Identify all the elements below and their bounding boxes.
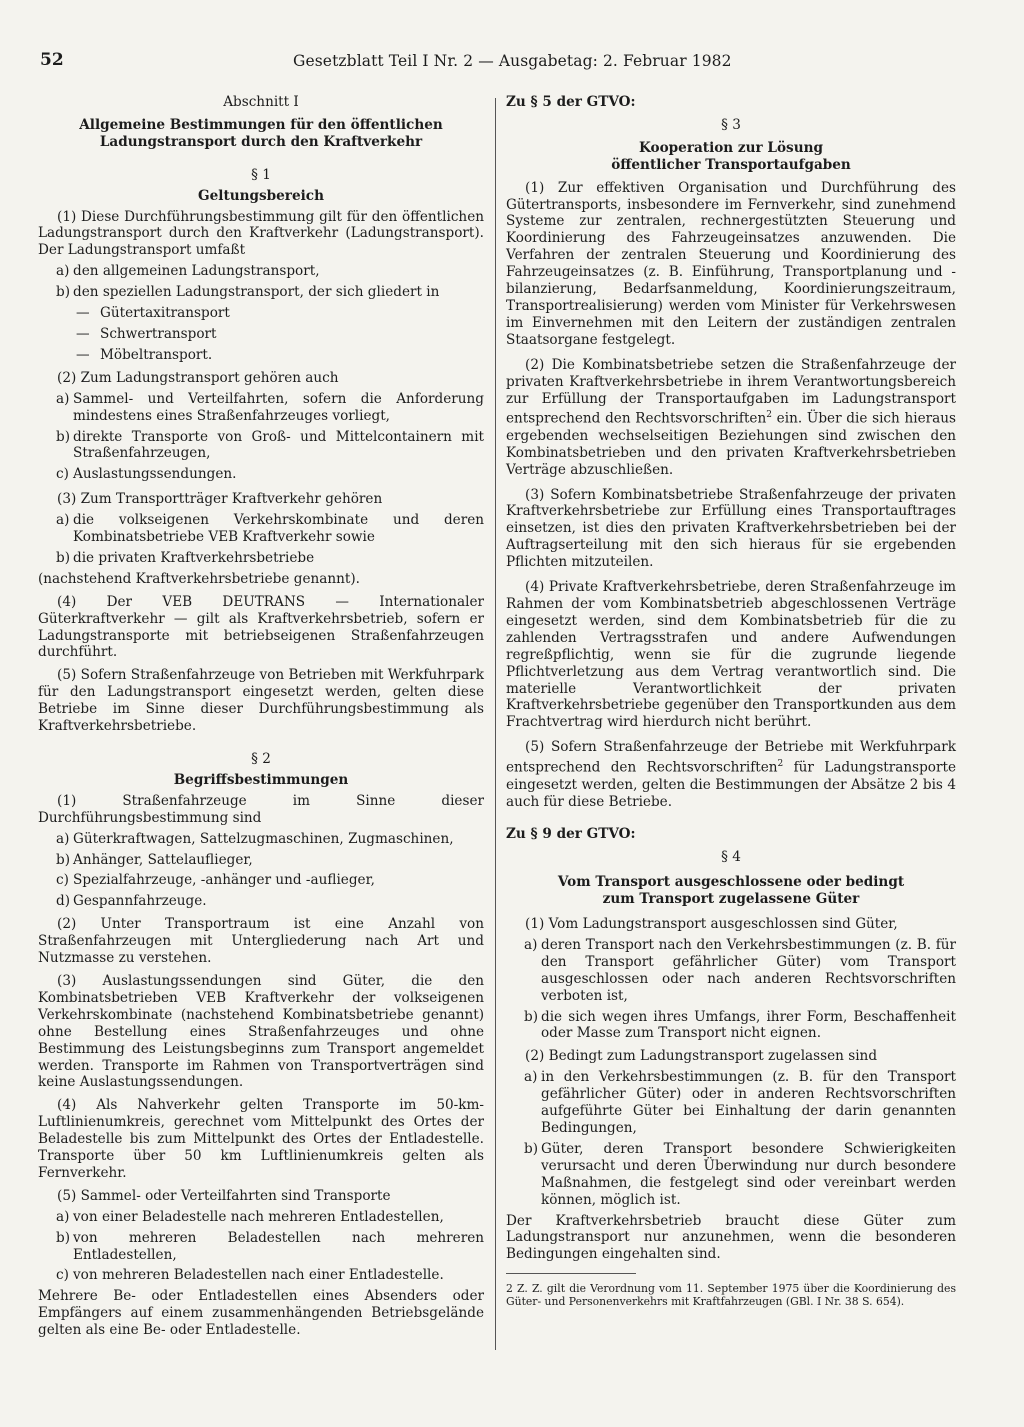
s1-subsection-3: (3) Zum Transportträger Kraftverkehr gehören bbox=[57, 491, 383, 508]
s4-closing-text: Der Kraftverkehrsbetrieb braucht diese Güter zum Ladungstransport nur anzunehmen, wenn die besonderen Bedingungen eingehalten sind. bbox=[506, 1212, 956, 1263]
list-item: a) in den Verkehrsbestimmungen (z. B. für den Transport gefährlicher Güter) oder in anderen Rechtsvorschriften aufgeführte Güter bei Einhaltung der darin genannten Bedingungen, bbox=[524, 1069, 956, 1136]
paragraph-4-title-line-1: Vom Transport ausgeschlossene oder bedingt bbox=[557, 874, 905, 891]
paragraph-4-title-line-2: zum Transport zugelassene Güter bbox=[602, 891, 860, 908]
paragraph-1-number: § 1 bbox=[251, 166, 271, 183]
paragraph-2-title: Begriffsbestimmungen bbox=[173, 771, 349, 788]
footnote-rule bbox=[506, 1273, 636, 1274]
list-item: a) die volkseigenen Verkehrskombinate und deren Kombinatsbetriebe VEB Kraftverkehr sowie bbox=[56, 512, 484, 546]
list-item: a) von einer Beladestelle nach mehreren Entladestellen, bbox=[56, 1208, 444, 1225]
list-item: b) direkte Transporte von Groß- und Mittelcontainern mit Straßenfahrzeugen, bbox=[56, 428, 484, 462]
section-label: Abschnitt I bbox=[223, 94, 299, 110]
s1-subsection-1: (1) Diese Durchführungsbestimmung gilt für den öffentlichen Ladungstransport durch den Kraftverkehr (Ladungstransport). Der Ladungstransport umfaßt bbox=[38, 208, 484, 259]
s1-subsection-2: (2) Zum Ladungstransport gehören auch bbox=[57, 369, 339, 386]
section-title-line-2: Ladungstransport durch den Kraftverkehr bbox=[99, 133, 423, 150]
paragraph-3-title-line-2: öffentlicher Transportaufgaben bbox=[611, 156, 851, 173]
s3-subsection-1: (1) Zur effektiven Organisation und Durchführung des Gütertransports, insbesondere im Fernverkehr, sind zunehmend Systeme zur zentralen, rechnergestützten Steuerung und Koordinierung des Fahrzeugeinsatzes anzuwenden. Die Verfahren der zentralen Steuerung und Koordinierung des Fahrzeugeinsatzes (z. B. Einführung, Transportplanung und -bilanzierung, Bedarfsanmeldung, Koordinierungszeitraum, Transportrealisierung) werden vom Minister für Verkehrswesen im Einvernehmen mit den Leitern der zuständigen zentralen Staatsorgane festgelegt. bbox=[506, 179, 956, 348]
footnote: 2 Z. Z. gilt die Verordnung vom 11. September 1975 über die Koordinierung des Güter- und Personenverkehrs mit Kraftfahrzeugen (GBl. I Nr. 38 S. 654). bbox=[506, 1282, 956, 1309]
s2-subsection-5: (5) Sammel- oder Verteilfahrten sind Transporte bbox=[57, 1187, 391, 1204]
s2-subsection-2: (2) Unter Transportraum ist eine Anzahl von Straßenfahrzeugen mit Untergliederung nach Art und Nutzmasse zu verstehen. bbox=[38, 916, 484, 967]
s3-subsection-5: (5) Sofern Straßenfahrzeuge der Betriebe mit Werkfuhrpark entsprechend den Rechtsvorschriften$^2$ für Ladungstransporte eingesetzt werden, gelten die Bestimmungen der Absätze 2 bis 4 auch für diese Betriebe. bbox=[506, 739, 956, 810]
list-item: c) von mehreren Beladestellen nach einer Entladestelle. bbox=[56, 1267, 444, 1284]
list-item: d) Gespannfahrzeuge. bbox=[56, 893, 207, 910]
s1-subsection-5: (5) Sofern Straßenfahrzeuge von Betrieben mit Werkfuhrpark für den Ladungstransport eingesetzt werden, gelten diese Betriebe im Sinne dieser Durchführungsbestimmung als Kraftverkehrsbetriebe. bbox=[38, 667, 484, 735]
gtvo-heading-5: Zu § 5 der GTVO: bbox=[506, 94, 636, 110]
dash-item: — Gütertaxitransport bbox=[76, 305, 230, 322]
footnote-ref: 2 bbox=[777, 759, 784, 770]
list-item: b) den speziellen Ladungstransport, der sich gliedert in bbox=[56, 284, 440, 301]
s1-subsection-4: (4) Der VEB DEUTRANS — Internationaler Güterkraftverkehr — gilt als Kraftverkehrsbetrieb, sofern er Ladungstransporte mit betriebseigenen Straßenfahrzeugen durchführt. bbox=[38, 593, 484, 661]
section-title-line-1: Allgemeine Bestimmungen für den öffentlichen bbox=[79, 116, 443, 133]
paragraph-2-number: § 2 bbox=[251, 751, 271, 767]
paragraph-3-title-line-1: Kooperation zur Lösung bbox=[639, 139, 823, 156]
right-column bbox=[506, 94, 956, 1308]
left-column bbox=[38, 94, 484, 1339]
list-item: c) Auslastungssendungen. bbox=[56, 466, 237, 483]
s2-closing-text: Mehrere Be- oder Entladestellen eines Absenders oder Empfängers auf einem zusammenhängenden Betriebsgelände gelten als eine Be- oder Entladestelle. bbox=[38, 1288, 484, 1339]
list-item: b) die privaten Kraftverkehrsbetriebe bbox=[56, 549, 315, 566]
list-item: a) den allgemeinen Ladungstransport, bbox=[56, 263, 320, 280]
list-item: b) von mehreren Beladestellen nach mehreren Entladestellen, bbox=[56, 1229, 484, 1263]
s4-subsection-2: (2) Bedingt zum Ladungstransport zugelassen sind bbox=[525, 1048, 878, 1065]
list-item: b) Güter, deren Transport besondere Schwierigkeiten verursacht und deren Überwindung nur durch besondere Maßnahmen, die festgelegt sind oder vereinbart werden können, möglich ist. bbox=[524, 1140, 956, 1208]
s2-subsection-3: (3) Auslastungssendungen sind Güter, die den Kombinatsbetrieben VEB Kraftverkehr der volkseigenen Verkehrskombinate (nachstehend Kombinatsbetriebe genannt) ohne Bestellung eines Straßenfahrzeuges und ohne Bestimmung des Leistungsbeginns zum Transport angemeldet werden. Transporte im Rahmen von Transportverträgen sind keine Auslastungssendungen. bbox=[38, 972, 484, 1091]
s1-subsection-3-note: (nachstehend Kraftverkehrsbetriebe genannt). bbox=[38, 570, 360, 587]
s3-subsection-2: (2) Die Kombinatsbetriebe setzen die Straßenfahrzeuge der privaten Kraftverkehrsbetriebe in ihrem Verantwortungsbereich zur Erfüllung der Transportaufgaben im Ladungstransport entsprechend den Rechtsvorschriften$^2$ ein. Über die sich hieraus ergebenden wechselseitigen Beziehungen sind zwischen den Kombinatsbetrieben und den privaten Kraftverkehrsbetrieben Verträge abzuschließen. bbox=[506, 356, 956, 478]
dash-item: — Möbeltransport. bbox=[76, 346, 213, 363]
dash-item: — Schwertransport bbox=[76, 325, 217, 342]
column-divider bbox=[495, 98, 496, 1350]
s2-subsection-4: (4) Als Nahverkehr gelten Transporte im 50-km-Luftlinienumkreis, gerechnet vom Mittelpunkt des Ortes der Beladestelle bis zum Mittelpunkt des Ortes der Entladestelle. Transporte über 50 km Luftlinienumkreis gelten als Fernverkehr. bbox=[38, 1097, 484, 1181]
gazette-title: Gesetzblatt Teil I Nr. 2 — Ausgabetag: 2. Februar 1982 bbox=[293, 52, 732, 70]
page-number: 52 bbox=[40, 50, 64, 70]
list-item: a) deren Transport nach den Verkehrsbestimmungen (z. B. für den Transport gefährlicher Güter) vom Transport ausgeschlossen oder nach anderen Rechtsvorschriften verboten ist, bbox=[524, 936, 956, 1004]
list-item: b) Anhänger, Sattelauflieger, bbox=[56, 851, 253, 868]
s3-subsection-4: (4) Private Kraftverkehrsbetriebe, deren Straßenfahrzeuge im Rahmen der vom Kombinatsbetrieb abgeschlossenen Verträge eingesetzt werden, sind dem Kombinatsbetrieb für die zu zahlenden Vertragsstrafen und andere Aufwendungen regreßpflichtig, wenn sie für die zugrunde liegende Pflichtverletzung aus dem Vertrag verantwortlich sind. Die materielle Verantwortlichkeit der privaten Kraftverkehrsbetriebe gegenüber den Transportkunden aus dem Frachtvertrag wird hierdurch nicht berührt. bbox=[506, 579, 956, 731]
paragraph-3-number: § 3 bbox=[721, 116, 741, 133]
paragraph-4-number: § 4 bbox=[721, 849, 741, 866]
list-item: c) Spezialfahrzeuge, -anhänger und -auflieger, bbox=[56, 872, 375, 889]
footnote-ref: 2 bbox=[766, 410, 772, 421]
s4-subsection-1: (1) Vom Ladungstransport ausgeschlossen sind Güter, bbox=[525, 916, 898, 933]
s3-subsection-3: (3) Sofern Kombinatsbetriebe Straßenfahrzeuge der privaten Kraftverkehrsbetriebe zur Erfüllung eines Transportauftrages einsetzen, ist dies den privaten Kraftverkehrsbetrieben bei der Auftragserteilung mit den sich hieraus für sie ergebenden Pflichten mitzuteilen. bbox=[506, 486, 956, 571]
s2-subsection-1: (1) Straßenfahrzeuge im Sinne dieser Durchführungsbestimmung sind bbox=[38, 792, 484, 826]
page-header bbox=[40, 50, 990, 80]
gtvo-heading-9: Zu § 9 der GTVO: bbox=[506, 826, 636, 843]
paragraph-1-title: Geltungsbereich bbox=[198, 187, 324, 204]
list-item: b) die sich wegen ihres Umfangs, ihrer Form, Beschaffenheit oder Masse zum Transport nicht eignen. bbox=[524, 1008, 956, 1042]
list-item: a) Sammel- und Verteilfahrten, sofern die Anforderung mindestens eines Straßenfahrzeuges vorliegt, bbox=[56, 390, 484, 424]
list-item: a) Güterkraftwagen, Sattelzugmaschinen, Zugmaschinen, bbox=[56, 830, 454, 847]
